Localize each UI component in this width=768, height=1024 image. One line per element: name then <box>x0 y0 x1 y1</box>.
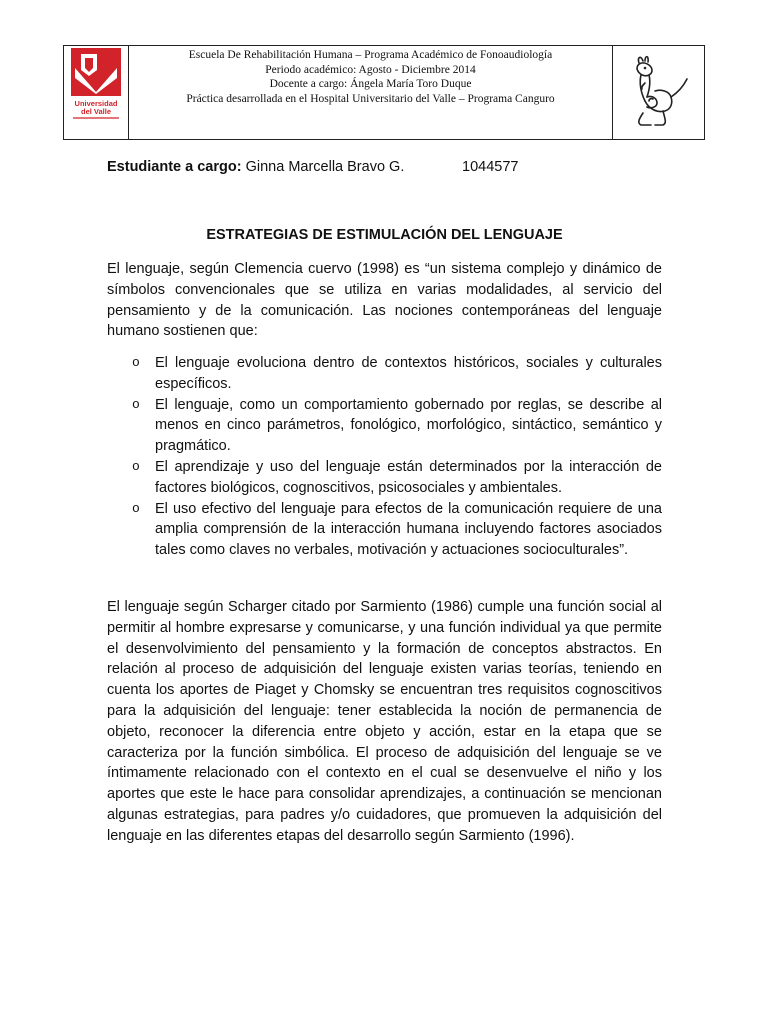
bullet-marker: o <box>132 396 140 412</box>
intro-paragraph: El lenguaje, según Clemencia cuervo (1998) es “un sistema complejo y dinámico de símbolos convencionales que se utiliza en varias modalidades, al servicio del pensamiento y de la comunicación. Las nociones contemporáneas del lenguaje humano sostienen que: <box>107 261 662 340</box>
bullet-text: El lenguaje evoluciona dentro de contextos históricos, sociales y culturales específicos. <box>155 355 662 392</box>
bullet-text: El lenguaje, como un comportamiento gobernado por reglas, se describe al menos en cinco parámetros, fonológico, morfológico, sintáctico, semántico y pragmático. <box>155 396 662 455</box>
university-logo <box>64 46 129 139</box>
student-label: Estudiante a cargo: <box>107 159 242 175</box>
header-info <box>129 46 613 139</box>
bullet-marker: o <box>132 458 140 474</box>
bullet-marker: o <box>132 355 140 370</box>
student-name: Ginna Marcella Bravo G. <box>245 159 405 175</box>
logo-text-line1: Universidad <box>74 99 118 108</box>
list-item <box>107 395 662 457</box>
body-paragraph: El lenguaje según Scharger citado por Sarmiento (1986) cumple una función social al permitir al hombre expresarse y comunicarse, y una función individual ya que permite el desenvolvimiento del pensamiento y la formación de conceptos abstractos. En relación al proceso de adquisición del lenguaje existen varias teorías, teniendo en cuenta los aportes de Piaget y Chomsky se encuentran tres requisitos cognoscitivos para la adquisición del lenguaje: tener establecida la noción de permanencia de objeto, reconocer la diferencia entre objeto y acción, estar en la etapa que se caracteriza por la función simbólica. El proceso de adquisición del lenguaje se ve íntimamente relacionado con el contexto en el cual se desenvuelve el niño y los aportes que este le hace para consolidar aprendizajes, a continuación se mencionan algunas estrategias, para padres y/o cuidadores, que promueven la adquisición del lenguaje en las diferentes etapas del desarrollo según Sarmiento (1996). <box>107 599 662 844</box>
bullet-list <box>107 353 662 561</box>
student-id: 1044577 <box>462 159 519 175</box>
bullet-marker: o <box>132 500 140 516</box>
bullet-text: El aprendizaje y uso del lenguaje están determinados por la interacción de factores biológicos, cognoscitivos, psicosociales y ambientales. <box>155 458 662 496</box>
header-line-practice: Práctica desarrollada en el Hospital Universitario del Valle – Programa Canguro <box>186 92 555 105</box>
list-item <box>107 353 662 395</box>
univalle-logo-icon <box>71 48 121 120</box>
header-line-period: Periodo académico: Agosto - Diciembre 2014 <box>265 63 476 76</box>
document-title: ESTRATEGIAS DE ESTIMULACIÓN DEL LENGUAJE <box>206 227 563 243</box>
list-item <box>107 499 662 561</box>
header-line-teacher: Docente a cargo: Ángela María Toro Duque <box>269 78 472 90</box>
kangaroo-mascot <box>613 46 704 139</box>
bullet-text: El uso efectivo del lenguaje para efectos de la comunicación requiere de una amplia comprensión de la interacción humana incluyendo factores asociados tales como claves no verbales, motivación y actuaciones socioculturales”. <box>155 500 662 559</box>
kangaroo-icon <box>627 53 691 133</box>
logo-text-line2: del Valle <box>80 107 112 116</box>
header-line-school: Escuela De Rehabilitación Humana – Programa Académico de Fonoaudiología <box>188 49 553 61</box>
list-item <box>107 457 662 499</box>
student-line <box>107 159 519 175</box>
document-header <box>63 45 705 140</box>
